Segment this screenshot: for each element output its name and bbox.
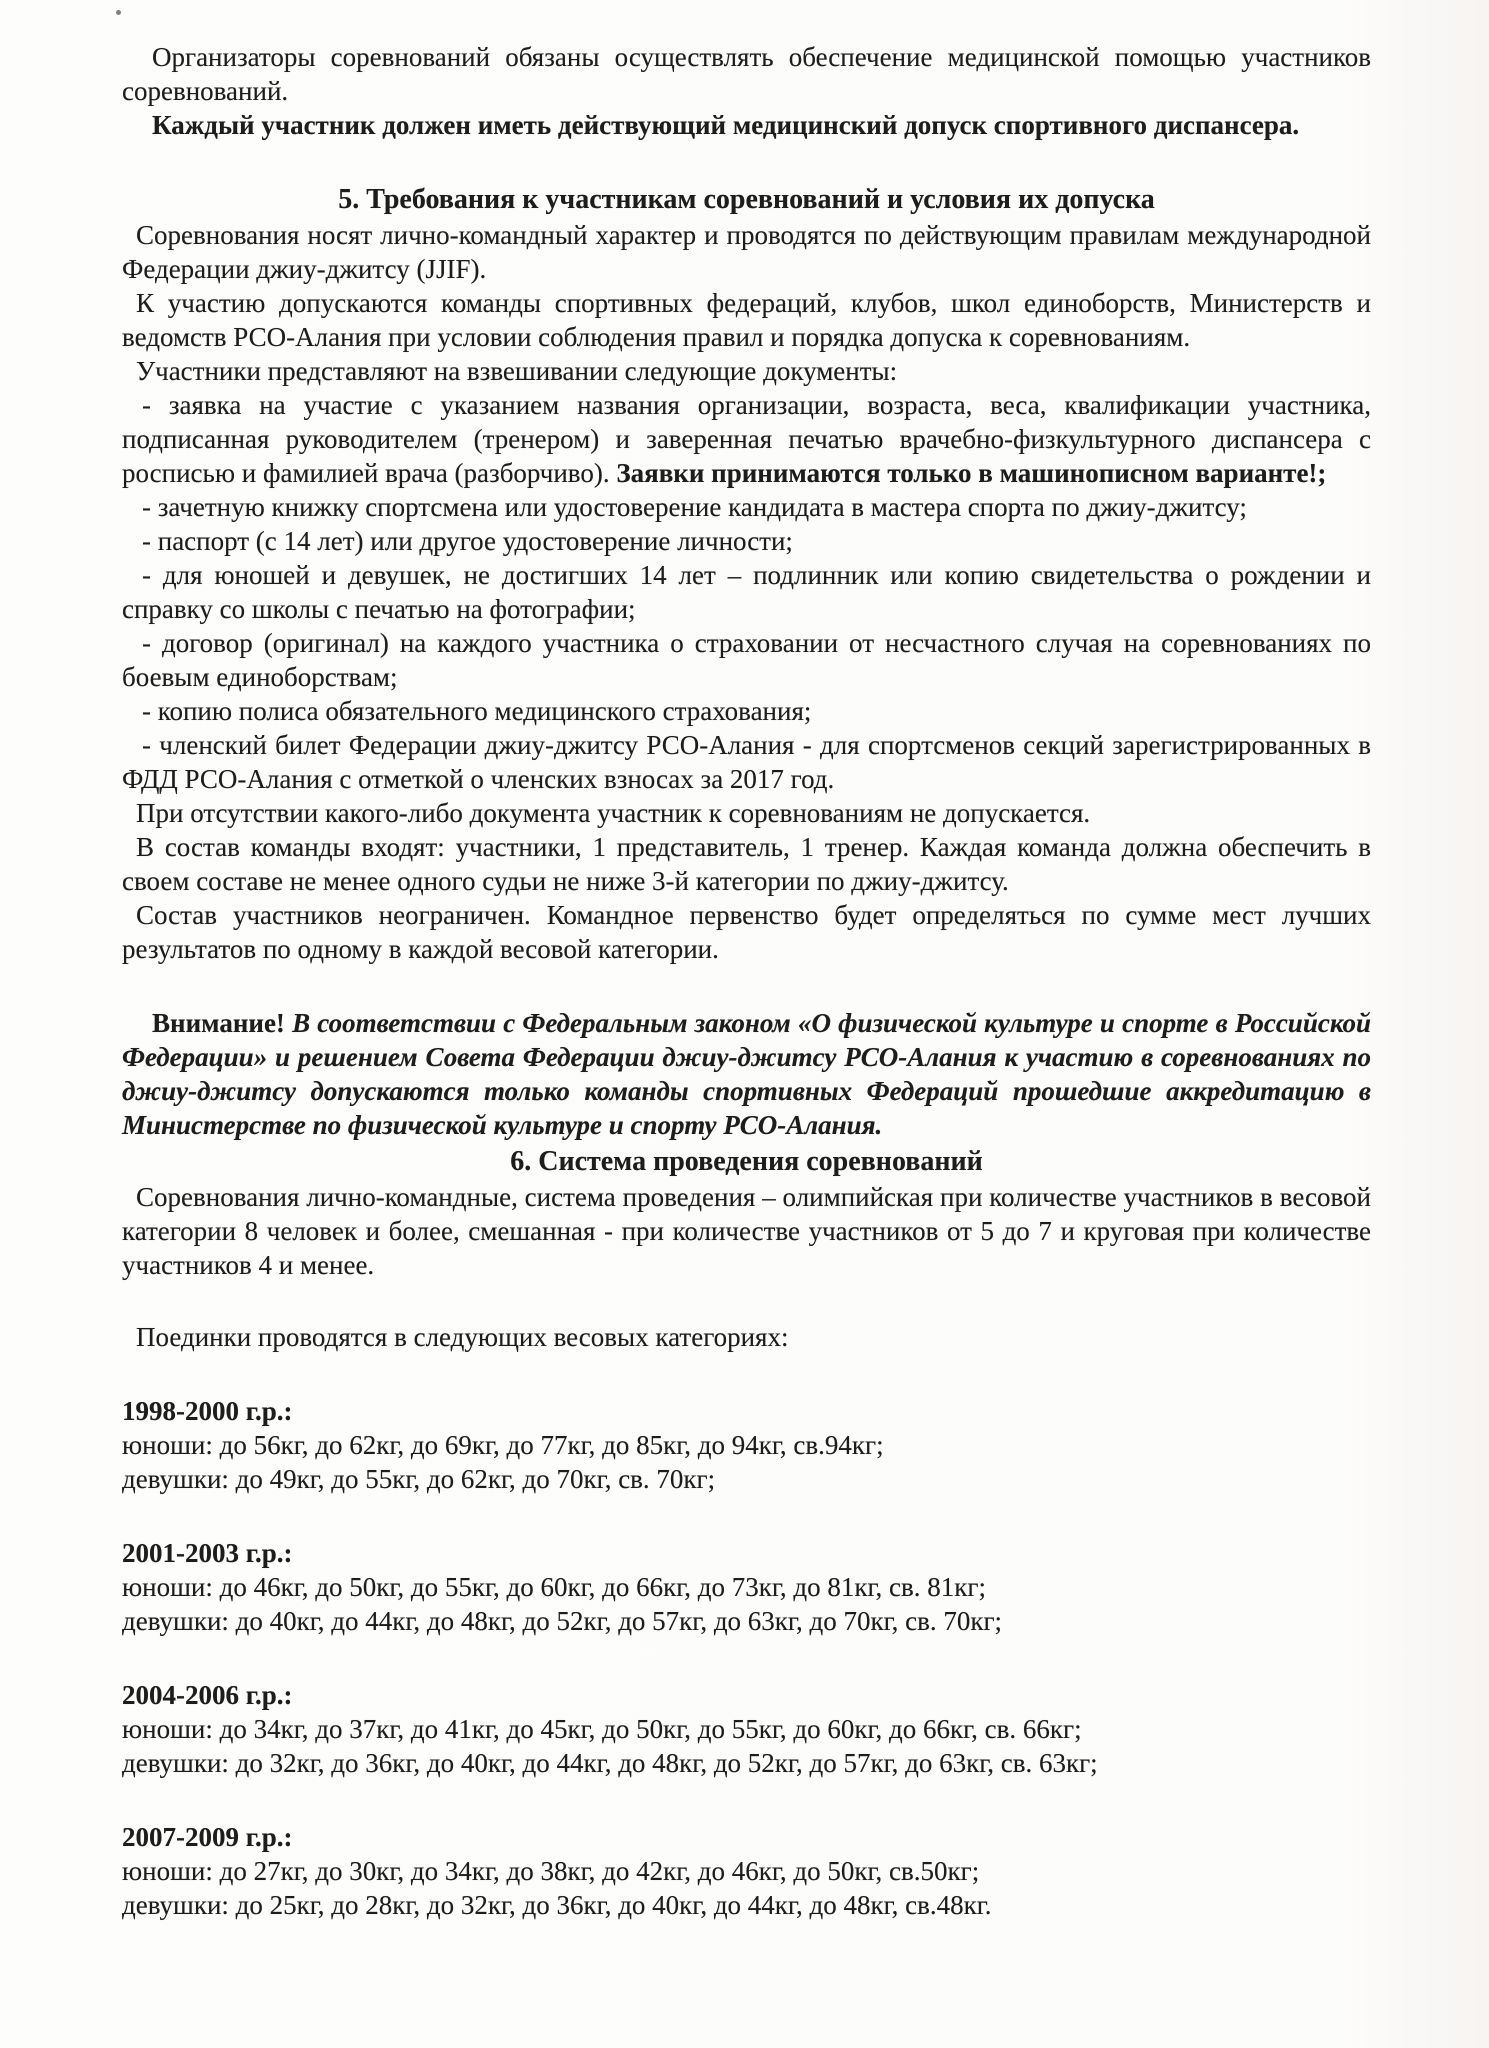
attention-text: В соответствии с Федеральным законом «О физической культуре и спорте в Российской Федерации» и решением Совета Федерации джиу-джитсу РСО-Алания к участию в соревнованиях по джиу-джитсу допускаются только команды спортивных Федераций прошедшие аккредитацию в Министерстве по физической культуре и спорту РСО-Алания. [122, 1008, 1371, 1140]
weight-category-block-2007-2009 [122, 1820, 1371, 1922]
heading-section-5: 5. Требования к участникам соревнований и условия их допуска [338, 184, 1155, 215]
doc-list-item-record-book: - зачетную книжку спортсмена или удостоверение кандидата в мастера спорта по джиу-джитсу; [142, 492, 1247, 522]
category-years: 2007-2009 г.р.: [122, 1822, 293, 1852]
heading-section-6: 6. Система проведения соревнований [510, 1146, 983, 1177]
weight-category-block-2004-2006 [122, 1678, 1371, 1780]
doc-list-item-membership-card: - членский билет Федерации джиу-джитсу РСО-Алания - для спортсменов секций зарегистрированных в ФДД РСО-Алания с отметкой о членских взносах за 2017 год. [122, 730, 1371, 794]
paragraph-team-standings: Состав участников неограничен. Командное первенство будет определяться по сумме мест лучших результатов по одному в каждой весовой категории. [122, 900, 1371, 964]
paragraph-teams-admission: К участию допускаются команды спортивных федераций, клубов, школ единоборств, Министерств и ведомств РСО-Алания при условии соблюдения правил и порядка допуска к соревнованиям. [122, 288, 1371, 352]
category-boys-line: юноши: до 27кг, до 30кг, до 34кг, до 38кг, до 42кг, до 46кг, до 50кг, св.50кг; [122, 1856, 980, 1886]
doc-list-item-application-text: - заявка на участие с указанием названия организации, возраста, веса, квалификации участника, подписанная руководителем (тренером) и заверенная печатью врачебно-физкультурного диспансера с росписью и фамилией врача (разборчиво). [122, 390, 1371, 488]
paragraph-bouts-intro: Поединки проводятся в следующих весовых категориях: [136, 1322, 789, 1352]
paragraph-competition-character: Соревнования носят лично-командный характер и проводятся по действующим правилам международной Федерации джиу-джитсу (JJIF). [122, 220, 1371, 284]
paragraph-attention [122, 1006, 1371, 1142]
doc-list-item-birth-certificate: - для юношей и девушек, не достигших 14 лет – подлинник или копию свидетельства о рождении и справку со школы с печатью на фотографии; [122, 560, 1371, 624]
paragraph-medical-clearance: Каждый участник должен иметь действующий медицинский допуск спортивного диспансера. [152, 110, 1300, 140]
paragraph-missing-document: При отсутствии какого-либо документа участник к соревнованиям не допускается. [136, 798, 1091, 828]
doc-list-item-application-bold-note: Заявки принимаются только в машинописном варианте!; [616, 458, 1327, 488]
paragraph-competition-system: Соревнования лично-командные, система проведения – олимпийская при количестве участников в весовой категории 8 человек и более, смешанная - при количестве участников от 5 до 7 и круговая при количестве участников 4 и менее. [122, 1182, 1371, 1280]
paragraph-team-composition: В состав команды входят: участники, 1 представитель, 1 тренер. Каждая команда должна обеспечить в своем составе не менее одного судьи не ниже 3-й категории по джиу-джитсу. [122, 832, 1371, 896]
category-girls-line: девушки: до 49кг, до 55кг, до 62кг, до 70кг, св. 70кг; [122, 1464, 716, 1494]
category-years: 1998-2000 г.р.: [122, 1396, 293, 1426]
paragraph-medical-support: Организаторы соревнований обязаны осуществлять обеспечение медицинской помощью участников соревнований. [122, 42, 1371, 106]
category-girls-line: девушки: до 25кг, до 28кг, до 32кг, до 36кг, до 40кг, до 44кг, до 48кг, св.48кг. [122, 1890, 992, 1920]
category-girls-line: девушки: до 40кг, до 44кг, до 48кг, до 52кг, до 57кг, до 63кг, до 70кг, св. 70кг; [122, 1606, 1003, 1636]
scan-artifact-dot [116, 10, 121, 15]
doc-list-item-insurance-contract: - договор (оригинал) на каждого участника о страховании от несчастного случая на соревнованиях по боевым единоборствам; [122, 628, 1371, 692]
category-boys-line: юноши: до 34кг, до 37кг, до 41кг, до 45кг, до 50кг, до 55кг, до 60кг, до 66кг, св. 66кг; [122, 1714, 1082, 1744]
paragraph-weigh-in-documents: Участники представляют на взвешивании следующие документы: [136, 356, 898, 386]
category-girls-line: девушки: до 32кг, до 36кг, до 40кг, до 44кг, до 48кг, до 52кг, до 57кг, до 63кг, св. 63кг; [122, 1748, 1098, 1778]
category-boys-line: юноши: до 56кг, до 62кг, до 69кг, до 77кг, до 85кг, до 94кг, св.94кг; [122, 1430, 884, 1460]
weight-category-block-1998-2000 [122, 1394, 1371, 1496]
category-boys-line: юноши: до 46кг, до 50кг, до 55кг, до 60кг, до 66кг, до 73кг, до 81кг, св. 81кг; [122, 1572, 986, 1602]
attention-label: Внимание! [152, 1008, 293, 1038]
doc-list-item-application [122, 388, 1371, 490]
category-years: 2001-2003 г.р.: [122, 1538, 293, 1568]
doc-list-item-passport: - паспорт (с 14 лет) или другое удостоверение личности; [142, 526, 793, 556]
doc-list-item-medical-policy: - копию полиса обязательного медицинского страхования; [142, 696, 812, 726]
category-years: 2004-2006 г.р.: [122, 1680, 293, 1710]
weight-category-block-2001-2003 [122, 1536, 1371, 1638]
